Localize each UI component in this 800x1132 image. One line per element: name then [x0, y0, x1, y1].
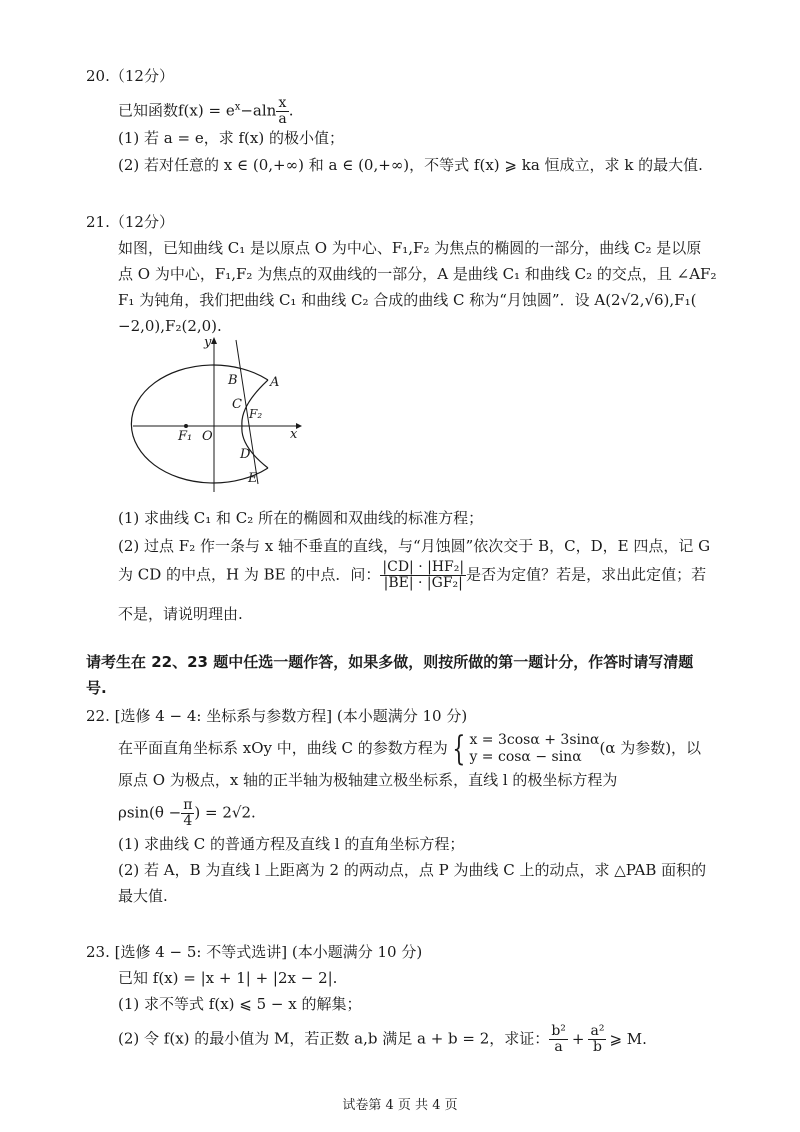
q22-line3-post: ) = 2√2.: [194, 803, 256, 822]
label-b: B: [228, 373, 238, 388]
label-f1: F₁: [178, 429, 193, 444]
q23-f2-num: a²: [590, 1023, 605, 1039]
q21-line2: 点 O 为中心，F₁,F₂ 为焦点的双曲线的一部分，A 是曲线 C₁ 和曲线 C₂ 的交点，且 ∠AF₂: [118, 265, 717, 283]
q22-fraction: [181, 798, 194, 829]
q22-line2: 原点 O 为极点，x 轴的正半轴为极轴建立极坐标系，直线 l 的极坐标方程为: [118, 771, 618, 789]
q22-line3: [118, 798, 256, 829]
q21-part1: (1) 求曲线 C₁ 和 C₂ 所在的椭圆和双曲线的标准方程；: [118, 509, 484, 527]
q22-system: [469, 732, 599, 766]
q23-f2-den: b: [592, 1039, 602, 1055]
q21-part2-tail: 不是，请说明理由.: [118, 605, 243, 623]
q20-header: 20.（12分）: [86, 67, 174, 85]
q22-line1-post: (α 为参数)，以: [599, 739, 702, 757]
q22-line1-pre: 在平面直角坐标系 xOy 中，曲线 C 的参数方程为: [118, 739, 448, 757]
q21-part2-question: [118, 560, 706, 591]
label-c: C: [232, 397, 242, 412]
q21-part2: (2) 过点 F₂ 作一条与 x 轴不垂直的直线，与“月蚀圆”依次交于 B，C，D，E 四点，记 G: [118, 537, 711, 555]
y-axis-arrow: [211, 337, 217, 344]
q21-fraction: [380, 560, 466, 591]
q23-part2-post: ⩾ M.: [609, 1029, 647, 1048]
q20-part1: (1) 若 a = e，求 f(x) 的极小值；: [118, 129, 344, 147]
q22-part2-tail: 最大值.: [118, 887, 168, 905]
moon-circle-figure: [128, 334, 308, 494]
q22-header: 22. [选修 4 − 4: 坐标系与参数方程] (本小题满分 10 分): [86, 707, 468, 725]
q23-fraction-2: [588, 1024, 606, 1055]
label-o: O: [202, 429, 213, 444]
q20-fraction: [276, 96, 288, 127]
page-footer: 试卷第 4 页 共 4 页: [342, 1098, 458, 1113]
label-a: A: [270, 375, 280, 390]
q20-part2: (2) 若对任意的 x ∈ (0,+∞) 和 a ∈ (0,+∞)，不等式 f(x) ⩾ ka 恒成立，求 k 的最大值.: [118, 156, 703, 174]
q20-stem: [118, 96, 293, 127]
q23-fraction-1: [549, 1024, 568, 1055]
label-d: D: [240, 447, 251, 462]
q20-stem-exp: x: [234, 101, 241, 113]
ellipse-curve-c1: [131, 365, 268, 483]
q21-frac-num: |CD| · |HF₂|: [382, 559, 465, 575]
q23-header: 23. [选修 4 − 5: 不等式选讲] (本小题满分 10 分): [86, 943, 423, 961]
q21-line1: 如图，已知曲线 C₁ 是以原点 O 为中心、F₁,F₂ 为焦点的椭圆的一部分，曲线 C₂ 是以原: [118, 239, 702, 257]
q22-part1: (1) 求曲线 C 的普通方程及直线 l 的直角坐标方程；: [118, 835, 465, 853]
q23-line1: 已知 f(x) = |x + 1| + |2x − 2|.: [118, 969, 338, 987]
q23-f1-den: a: [554, 1039, 563, 1055]
q23-part2: [118, 1024, 647, 1055]
q21-part2-post: 是否为定值？若是，求出此定值；若: [466, 565, 707, 584]
q21-line3: F₁ 为钝角，我们把曲线 C₁ 和曲线 C₂ 合成的曲线 C 称为“月蚀圆”．设 A(2√2,√6),F₁(: [118, 291, 697, 309]
q22-sys-x: x = 3cosα + 3sinα: [469, 732, 600, 748]
q23-part2-pre: (2) 令 f(x) 的最小值为 M，若正数 a,b 满足 a + b = 2，求证：: [118, 1029, 550, 1048]
instruction-line1: 请考生在 22、23 题中任选一题作答，如果多做，则按所做的第一题计分，作答时请写清题: [86, 653, 694, 671]
q20-stem-mid: −aln: [240, 101, 277, 120]
q21-header: 21.（12分）: [86, 213, 174, 231]
f1-point: [184, 424, 188, 428]
q20-frac-den: a: [278, 111, 287, 127]
label-y: y: [204, 335, 212, 350]
q22-brace: {: [452, 729, 466, 769]
label-f2: F₂: [249, 407, 263, 421]
q20-frac-num: x: [276, 96, 288, 112]
q20-stem-prefix: 已知函数f(x) = e: [118, 101, 235, 120]
q21-part2-pre: 为 CD 的中点，H 为 BE 的中点．问：: [118, 565, 381, 584]
q21-line4: −2,0),F₂(2,0).: [118, 317, 222, 335]
q22-frac-den: 4: [183, 813, 193, 829]
q22-sys-y: y = cosα − sinα: [469, 749, 582, 765]
q22-line3-pre: ρsin(θ −: [118, 803, 182, 822]
q22-part2: (2) 若 A，B 为直线 l 上距离为 2 的两动点，点 P 为曲线 C 上的动点，求 △PAB 面积的: [118, 861, 707, 879]
q22-frac-num: π: [183, 797, 193, 813]
q23-plus: +: [571, 1029, 585, 1048]
instruction-line2: 号.: [86, 679, 107, 697]
label-e: E: [248, 471, 258, 486]
label-x: x: [290, 427, 298, 442]
q23-part1: (1) 求不等式 f(x) ⩽ 5 − x 的解集；: [118, 995, 362, 1013]
q21-frac-den: |BE| · |GF₂|: [383, 575, 463, 591]
q22-line1: [118, 729, 702, 769]
q20-stem-end: .: [288, 101, 294, 120]
q23-f1-num: b²: [551, 1023, 566, 1039]
